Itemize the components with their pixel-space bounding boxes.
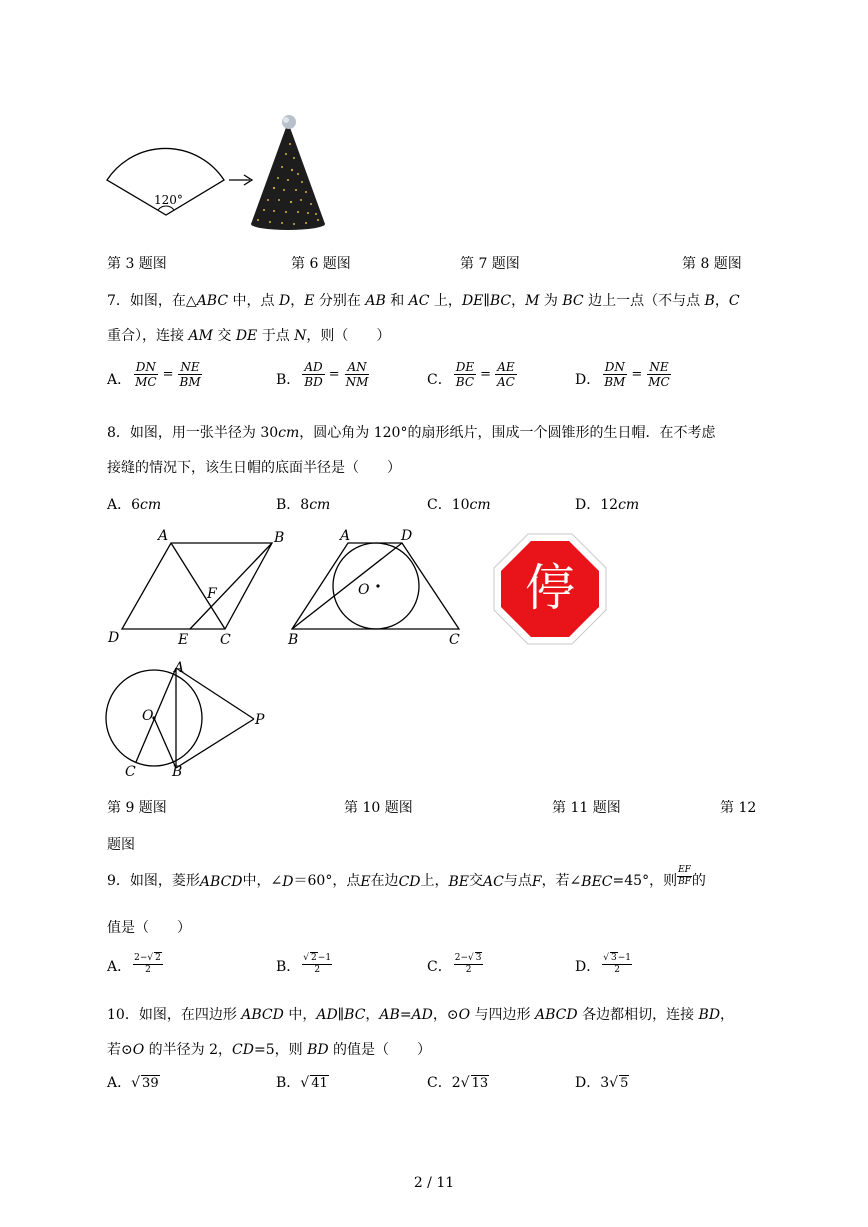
trapezoid-figure xyxy=(284,522,469,652)
q8-line1: 8．如图，用一张半径为 30cm，圆心角为 120°的扇形纸片，围成一个圆锥形的生日帽．在不考虑 xyxy=(107,425,716,441)
caption-fig6: 第 6 题图 xyxy=(291,256,351,272)
rhombus-label-c: C xyxy=(220,632,231,648)
q9-line2: 值是（ ） xyxy=(107,920,191,936)
caption-fig8: 第 8 题图 xyxy=(682,256,742,272)
rhombus-label-f: F xyxy=(207,586,217,602)
trap-label-a: A xyxy=(340,528,351,544)
rhombus-label-e: E xyxy=(178,632,189,648)
trap-label-c: C xyxy=(449,632,460,648)
rhombus-label-b: B xyxy=(274,530,285,546)
circle-label-o: O xyxy=(142,708,154,724)
q10-option-c[interactable]: C．2√ 13 xyxy=(427,1075,489,1091)
caption-fig10: 第 10 题图 xyxy=(344,800,413,816)
trap-label-b: B xyxy=(288,632,299,648)
page-number: 2 / 11 xyxy=(413,1175,455,1191)
circle-label-a: A xyxy=(174,660,185,676)
q7-line1: 7．如图，在△ABC 中，点 D，E 分别在 AB 和 AC 上，DE∥BC，M 为 BC 边上一点（不与点 B，C xyxy=(107,293,740,309)
caption-fig12: 第 12 xyxy=(720,800,757,816)
q8-line2: 接缝的情况下，该生日帽的底面半径是（ ） xyxy=(107,460,401,476)
q7-option-d[interactable]: D． $\frac{DN}{BM}$ = $\frac{NE}{MC}$ xyxy=(575,360,670,389)
q9-line1: 9．如图，菱形 ABCD 中，∠ D ＝60°，点 E 在边 CD 上， BE 交 AC 与点 F ，若∠ BEC =45°，则 $\frac{EF}{BF}$ 的 xyxy=(107,865,706,890)
circle-label-p: P xyxy=(255,712,265,728)
caption-fig3: 第 3 题图 xyxy=(107,256,167,272)
caption-fig11: 第 11 题图 xyxy=(552,800,621,816)
party-hat-image xyxy=(246,112,330,232)
q10-option-a[interactable]: A．√ 39 xyxy=(107,1075,159,1091)
q10-line1: 10．如图，在四边形 ABCD 中，AD∥BC，AB=AD，⊙O 与四边形 ABCD 各边都相切，连接 BD， xyxy=(107,1007,735,1023)
stop-sign-char: 停 xyxy=(525,559,575,617)
circle-tangent-figure xyxy=(100,656,275,781)
q8-option-b[interactable]: B．8cm xyxy=(276,497,331,513)
q9-option-b[interactable]: B． $\frac{√ 2-1}{2}$ xyxy=(276,953,332,975)
sector-angle-label: 120° xyxy=(154,193,183,207)
stop-sign-figure xyxy=(492,532,608,646)
q7-option-b[interactable]: B． $\frac{AD}{BD}$ = $\frac{AN}{NM}$ xyxy=(276,360,369,389)
caption-fig7: 第 7 题图 xyxy=(460,256,520,272)
q9-option-a[interactable]: A． $\frac{2-√ 2}{2}$ xyxy=(107,953,161,975)
q9-option-d[interactable]: D． $\frac{√ 3-1}{2}$ xyxy=(575,953,631,975)
q8-option-d[interactable]: D．12cm xyxy=(575,497,640,513)
caption-fig12-wrap: 题图 xyxy=(107,837,135,853)
caption-fig9: 第 9 题图 xyxy=(107,800,167,816)
rhombus-figure xyxy=(100,522,300,652)
trap-label-d: D xyxy=(401,528,413,544)
q7-line2: 重合），连接 AM 交 DE 于点 N，则（ ） xyxy=(107,328,391,344)
q8-option-a[interactable]: A．6cm xyxy=(107,497,162,513)
circle-label-b: B xyxy=(172,764,183,780)
q7-option-a[interactable]: A． $\frac{DN}{MC}$ = $\frac{NE}{BM}$ xyxy=(107,360,201,389)
trap-label-o: O xyxy=(358,582,370,598)
q7-option-c[interactable]: C． $\frac{DE}{BC}$ = $\frac{AE}{AC}$ xyxy=(427,360,515,389)
q10-option-d[interactable]: D．3√ 5 xyxy=(575,1075,629,1091)
q10-line2: 若⊙O 的半径为 2，CD=5，则 BD 的值是（ ） xyxy=(107,1042,432,1058)
circle-label-c: C xyxy=(125,764,136,780)
q8-option-c[interactable]: C．10cm xyxy=(427,497,491,513)
q9-option-c[interactable]: C． $\frac{2-√ 3}{2}$ xyxy=(427,953,482,975)
sector-figure xyxy=(100,120,240,220)
rhombus-label-d: D xyxy=(108,630,120,646)
rhombus-label-a: A xyxy=(158,528,169,544)
q10-option-b[interactable]: B．√ 41 xyxy=(276,1075,328,1091)
